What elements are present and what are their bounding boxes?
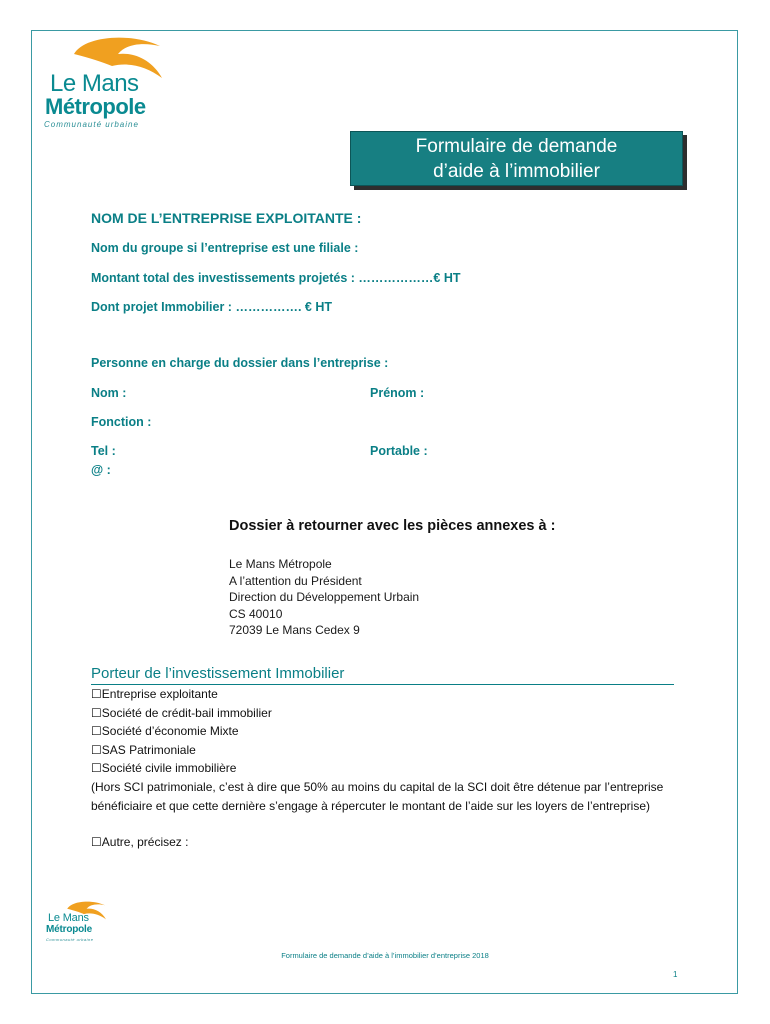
address-line: Direction du Développement Urbain	[229, 590, 420, 604]
option-sci[interactable]	[91, 759, 236, 777]
address-line: CS 40010	[229, 606, 283, 621]
option-label: Entreprise exploitante	[101, 687, 218, 701]
logo-text-le-mans: Le Mans	[48, 912, 89, 924]
sci-note: (Hors SCI patrimoniale, c’est à dire que 50% au moins du capital de la SCI doit être détenue par l’entreprise bénéficiaire et que cette dernière s’engage à répercuter le montant de l’aide sur les loyers de l’entreprise)	[91, 780, 664, 813]
option-autre[interactable]	[91, 833, 188, 851]
footer-logo	[45, 900, 115, 946]
option-label: Société d’économie Mixte	[101, 724, 239, 738]
logo-text-metropole: Métropole	[45, 94, 146, 119]
checkbox[interactable]: ☐	[91, 687, 102, 701]
prenom-label: Prénom :	[370, 386, 425, 400]
option-label: Société civile immobilière	[101, 761, 237, 775]
logo-text-le-mans: Le Mans	[50, 70, 139, 97]
checkbox[interactable]: ☐	[91, 706, 102, 720]
address-line: Le Mans Métropole	[229, 557, 332, 571]
porteur-heading: Porteur de l’investissement Immobilier	[91, 665, 674, 685]
checkbox[interactable]: ☐	[91, 835, 102, 849]
checkbox[interactable]: ☐	[91, 743, 102, 757]
portable-label: Portable :	[370, 444, 428, 458]
option-label: SAS Patrimoniale	[101, 743, 196, 757]
contact-person-heading: Personne en charge du dossier dans l’entreprise :	[91, 356, 389, 370]
nom-label: Nom :	[91, 386, 127, 400]
option-credit-bail[interactable]	[91, 704, 272, 722]
logo-text-communaute: Communauté urbaine	[46, 937, 94, 942]
address-line: 72039 Le Mans Cedex 9	[229, 623, 360, 637]
total-investment-label: Montant total des investissements projetés : ………………€ HT	[91, 271, 461, 285]
logo-text-communaute: Communauté urbaine	[44, 120, 139, 129]
le-mans-metropole-logo	[38, 34, 168, 130]
option-economie-mixte[interactable]	[91, 722, 239, 740]
option-label: Autre, précisez :	[101, 835, 189, 849]
email-label: @ :	[91, 463, 111, 477]
footer-text: Formulaire de demande d’aide à l’immobilier d’entreprise 2018	[281, 951, 489, 960]
address-line: A l’attention du Président	[229, 573, 362, 588]
return-address	[229, 556, 419, 639]
form-title-line1: Formulaire de demande	[415, 136, 618, 157]
form-title-line2: d’aide à l’immobilier	[433, 161, 600, 182]
real-estate-project-label: Dont projet Immobilier : ……………. € HT	[91, 300, 332, 314]
option-label: Société de crédit-bail immobilier	[101, 706, 272, 720]
tel-label: Tel :	[91, 444, 116, 458]
option-entreprise-exploitante[interactable]	[91, 685, 218, 703]
logo-text-metropole: Métropole	[46, 924, 92, 935]
page-number: 1	[673, 970, 678, 979]
checkbox[interactable]: ☐	[91, 724, 102, 738]
form-title-box	[350, 131, 683, 186]
checkbox[interactable]: ☐	[91, 761, 102, 775]
option-sas-patrimoniale[interactable]	[91, 741, 196, 759]
company-name-heading: NOM DE L’ENTREPRISE EXPLOITANTE :	[91, 210, 362, 226]
fonction-label: Fonction :	[91, 415, 152, 429]
group-name-label: Nom du groupe si l’entreprise est une filiale :	[91, 241, 359, 255]
return-heading: Dossier à retourner avec les pièces annexes à :	[229, 518, 556, 534]
